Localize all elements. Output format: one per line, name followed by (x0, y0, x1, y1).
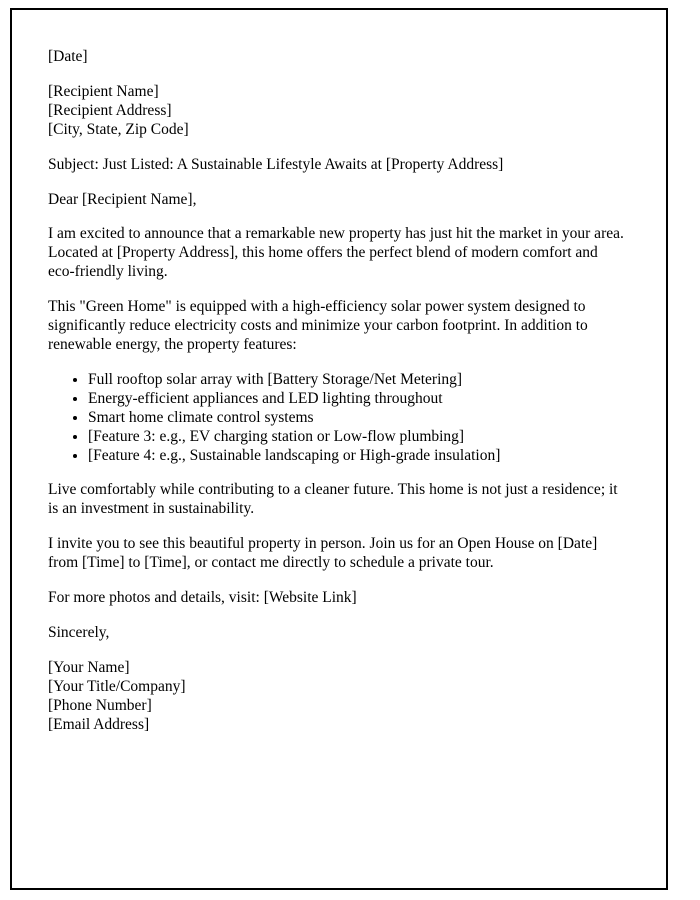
date-line: [Date] (48, 48, 88, 65)
subject-line: Subject: Just Listed: A Sustainable Lifestyle Awaits at [Property Address] (48, 155, 504, 173)
feature-item: • [Feature 4: e.g., Sustainable landscaping or High-grade insulation] (88, 447, 628, 466)
paragraph-features-intro: This "Green Home" is equipped with a high-efficiency solar power system designed to significantly reduce electricity costs and minimize your carbon footprint. In addition to renewable energy, the property features: (48, 298, 588, 353)
signature-block (48, 659, 628, 735)
closing: Sincerely, (48, 623, 110, 641)
feature-item: • Energy-efficient appliances and LED lighting throughout (88, 390, 628, 409)
letter-page (10, 8, 668, 890)
recipient-address: [Recipient Address] (48, 101, 172, 119)
signature-name: [Your Name] (48, 658, 130, 676)
signature-phone: [Phone Number] (48, 696, 152, 714)
paragraph-sustainability: Live comfortably while contributing to a cleaner future. This home is not just a residence; it is an investment in sustainability. (48, 481, 618, 518)
recipient-block (48, 83, 628, 140)
paragraph-intro: I am excited to announce that a remarkable new property has just hit the market in your area. Located at [Property Address], this home offers the perfect blend of modern comfort and eco-friendly living. (48, 225, 624, 281)
recipient-city-state-zip: [City, State, Zip Code] (48, 120, 189, 138)
salutation: Dear [Recipient Name], (48, 190, 197, 208)
feature-item: • Full rooftop solar array with [Battery Storage/Net Metering] (88, 371, 628, 390)
recipient-name: [Recipient Name] (48, 82, 159, 100)
signature-email: [Email Address] (48, 715, 150, 733)
feature-list (48, 371, 628, 466)
feature-item: • Smart home climate control systems (88, 409, 628, 428)
signature-title-company: [Your Title/Company] (48, 677, 186, 695)
feature-item: • [Feature 3: e.g., EV charging station or Low-flow plumbing] (88, 428, 628, 447)
paragraph-open-house: I invite you to see this beautiful property in person. Join us for an Open House on [Date] from [Time] to [Time], or contact me directly to schedule a private tour. (48, 535, 598, 572)
paragraph-more-info: For more photos and details, visit: [Website Link] (48, 589, 357, 607)
